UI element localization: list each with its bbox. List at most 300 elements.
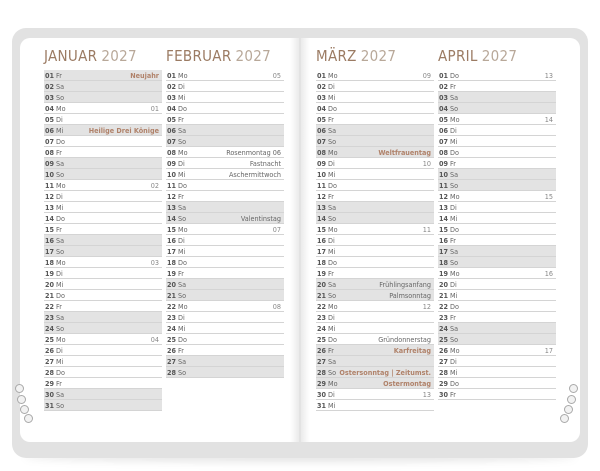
day-number: 31 xyxy=(45,401,54,410)
day-number: 25 xyxy=(317,335,326,344)
day-row[interactable] xyxy=(166,180,284,191)
day-row[interactable] xyxy=(316,213,434,224)
day-row[interactable] xyxy=(316,400,434,411)
ring-icon xyxy=(15,384,24,393)
day-number: 06 xyxy=(167,126,176,135)
day-number: 18 xyxy=(167,258,176,267)
day-row[interactable] xyxy=(166,103,284,114)
day-row[interactable] xyxy=(44,114,162,125)
day-number: 07 xyxy=(439,137,448,146)
day-row[interactable] xyxy=(438,257,556,268)
weekday-label: Sa xyxy=(450,247,459,256)
weekday-label: So xyxy=(56,247,65,256)
day-row[interactable] xyxy=(44,191,162,202)
day-number: 17 xyxy=(317,247,326,256)
day-number: 01 xyxy=(317,71,326,80)
day-number: 16 xyxy=(167,236,176,245)
day-number: 14 xyxy=(439,214,448,223)
day-row[interactable] xyxy=(316,136,434,147)
day-row[interactable] xyxy=(44,81,162,92)
day-row[interactable] xyxy=(438,92,556,103)
week-number: 13 xyxy=(422,390,431,399)
weekday-label: Mo xyxy=(178,302,188,311)
weekday-label: Mo xyxy=(56,181,66,190)
weekday-label: Mi xyxy=(328,93,336,102)
day-row[interactable] xyxy=(44,92,162,103)
holiday-label: Heilige Drei Könige xyxy=(88,126,159,135)
ring-icon xyxy=(569,384,578,393)
month-column-februar xyxy=(166,44,284,378)
day-row[interactable] xyxy=(44,257,162,268)
day-row[interactable] xyxy=(44,147,162,158)
page-gutter xyxy=(290,38,310,442)
weekday-label: Di xyxy=(178,82,185,91)
month-title xyxy=(438,44,556,68)
event-label: Aschermittwoch xyxy=(228,170,281,179)
day-row[interactable] xyxy=(44,125,162,136)
day-row[interactable] xyxy=(316,125,434,136)
day-row[interactable] xyxy=(438,136,556,147)
week-number: 14 xyxy=(544,115,553,124)
day-row[interactable] xyxy=(166,268,284,279)
weekday-label: Fr xyxy=(178,346,184,355)
weekday-label: Di xyxy=(450,357,457,366)
day-number: 14 xyxy=(317,214,326,223)
day-number: 20 xyxy=(317,280,326,289)
weekday-label: Sa xyxy=(178,357,187,366)
day-number: 08 xyxy=(45,148,54,157)
day-row[interactable] xyxy=(166,323,284,334)
weekday-label: So xyxy=(450,181,459,190)
day-row[interactable] xyxy=(44,367,162,378)
weekday-label: Do xyxy=(450,148,459,157)
day-row[interactable] xyxy=(316,202,434,213)
month-title xyxy=(166,44,284,68)
weekday-label: Do xyxy=(328,181,337,190)
day-row[interactable] xyxy=(316,334,434,345)
weekday-label: Do xyxy=(178,258,187,267)
month-year: 2027 xyxy=(235,47,272,65)
day-number: 13 xyxy=(439,203,448,212)
day-row[interactable] xyxy=(438,246,556,257)
day-number: 23 xyxy=(45,313,54,322)
day-row[interactable] xyxy=(438,125,556,136)
day-number: 19 xyxy=(317,269,326,278)
day-row[interactable] xyxy=(44,180,162,191)
ring-icon xyxy=(564,405,573,414)
day-number: 10 xyxy=(45,170,54,179)
weekday-label: Mi xyxy=(328,401,336,410)
day-row[interactable] xyxy=(44,246,162,257)
day-row[interactable] xyxy=(316,224,434,235)
day-number: 24 xyxy=(45,324,54,333)
day-row[interactable] xyxy=(166,169,284,180)
day-number: 04 xyxy=(45,104,54,113)
weekday-label: Fr xyxy=(328,115,334,124)
weekday-label: Fr xyxy=(56,71,62,80)
day-number: 10 xyxy=(167,170,176,179)
day-row[interactable] xyxy=(44,323,162,334)
week-number: 15 xyxy=(544,192,553,201)
day-row[interactable] xyxy=(44,213,162,224)
day-row[interactable] xyxy=(44,290,162,301)
weekday-label: Mo xyxy=(56,258,66,267)
day-row[interactable] xyxy=(438,356,556,367)
day-row[interactable] xyxy=(166,114,284,125)
day-row[interactable] xyxy=(44,389,162,400)
day-row[interactable] xyxy=(166,235,284,246)
day-row[interactable] xyxy=(166,92,284,103)
day-row[interactable] xyxy=(166,290,284,301)
day-row[interactable] xyxy=(316,180,434,191)
day-row[interactable] xyxy=(44,103,162,114)
day-row[interactable] xyxy=(316,268,434,279)
day-number: 14 xyxy=(167,214,176,223)
weekday-label: Do xyxy=(328,335,337,344)
weekday-label: Mi xyxy=(178,247,186,256)
weekday-label: Di xyxy=(450,126,457,135)
month-year: 2027 xyxy=(101,47,137,65)
day-row[interactable] xyxy=(44,334,162,345)
day-row[interactable] xyxy=(166,213,284,224)
week-number: 05 xyxy=(272,71,281,80)
day-row[interactable] xyxy=(438,301,556,312)
day-number: 24 xyxy=(317,324,326,333)
weekday-label: So xyxy=(178,291,187,300)
day-row[interactable] xyxy=(44,345,162,356)
day-row[interactable] xyxy=(316,301,434,312)
weekday-label: Mi xyxy=(178,170,186,179)
holiday-label: Karfreitag xyxy=(393,346,431,355)
weekday-label: Sa xyxy=(178,203,187,212)
weekday-label: Do xyxy=(56,214,65,223)
weekday-label: Mo xyxy=(178,71,188,80)
weekday-label: Di xyxy=(56,115,63,124)
day-row[interactable] xyxy=(44,224,162,235)
day-number: 19 xyxy=(439,269,448,278)
weekday-label: Mo xyxy=(450,115,460,124)
weekday-label: Di xyxy=(450,203,457,212)
weekday-label: Mi xyxy=(178,93,186,102)
week-number: 12 xyxy=(422,302,431,311)
weekday-label: So xyxy=(178,137,187,146)
day-row[interactable] xyxy=(44,268,162,279)
weekday-label: Fr xyxy=(328,269,334,278)
day-number: 26 xyxy=(439,346,448,355)
day-row[interactable] xyxy=(316,103,434,114)
weekday-label: Mi xyxy=(178,324,186,333)
day-number: 21 xyxy=(439,291,448,300)
day-row[interactable] xyxy=(166,147,284,158)
day-number: 01 xyxy=(167,71,176,80)
weekday-label: Mi xyxy=(56,203,64,212)
day-row[interactable] xyxy=(438,103,556,114)
day-row[interactable] xyxy=(166,246,284,257)
weekday-label: Di xyxy=(328,390,335,399)
month-name: JANUAR xyxy=(44,47,98,65)
day-number: 27 xyxy=(45,357,54,366)
day-number: 05 xyxy=(167,115,176,124)
day-number: 25 xyxy=(167,335,176,344)
day-row[interactable] xyxy=(316,70,434,81)
day-number: 15 xyxy=(167,225,176,234)
day-row[interactable] xyxy=(44,158,162,169)
day-number: 15 xyxy=(439,225,448,234)
weekday-label: Mi xyxy=(328,324,336,333)
day-row[interactable] xyxy=(316,389,434,400)
weekday-label: Fr xyxy=(56,379,62,388)
weekday-label: Do xyxy=(56,137,65,146)
weekday-label: So xyxy=(178,368,187,377)
day-row[interactable] xyxy=(438,70,556,81)
day-number: 31 xyxy=(317,401,326,410)
day-number: 05 xyxy=(439,115,448,124)
weekday-label: Fr xyxy=(450,159,456,168)
day-number: 08 xyxy=(167,148,176,157)
day-number: 27 xyxy=(439,357,448,366)
day-number: 10 xyxy=(317,170,326,179)
weekday-label: Mo xyxy=(450,346,460,355)
day-number: 16 xyxy=(45,236,54,245)
day-row[interactable] xyxy=(166,279,284,290)
weekday-label: Fr xyxy=(450,82,456,91)
day-row[interactable] xyxy=(44,202,162,213)
weekday-label: Fr xyxy=(450,390,456,399)
day-row[interactable] xyxy=(44,356,162,367)
weekday-label: Do xyxy=(450,225,459,234)
day-row[interactable] xyxy=(316,367,434,378)
weekday-label: Do xyxy=(328,104,337,113)
day-row[interactable] xyxy=(44,169,162,180)
day-number: 29 xyxy=(317,379,326,388)
week-number: 02 xyxy=(150,181,159,190)
day-number: 22 xyxy=(45,302,54,311)
day-number: 08 xyxy=(317,148,326,157)
day-number: 21 xyxy=(167,291,176,300)
weekday-label: Di xyxy=(178,236,185,245)
weekday-label: Mo xyxy=(328,225,338,234)
day-number: 21 xyxy=(317,291,326,300)
day-row[interactable] xyxy=(44,70,162,81)
weekday-label: Mi xyxy=(450,214,458,223)
day-row[interactable] xyxy=(438,268,556,279)
day-number: 27 xyxy=(167,357,176,366)
day-number: 03 xyxy=(317,93,326,102)
day-row[interactable] xyxy=(44,312,162,323)
day-row[interactable] xyxy=(166,301,284,312)
weekday-label: Sa xyxy=(178,280,187,289)
day-number: 04 xyxy=(167,104,176,113)
weekday-label: Fr xyxy=(178,192,184,201)
day-row[interactable] xyxy=(438,224,556,235)
day-row[interactable] xyxy=(316,235,434,246)
day-row[interactable] xyxy=(44,279,162,290)
day-row[interactable] xyxy=(438,158,556,169)
day-row[interactable] xyxy=(438,235,556,246)
day-row[interactable] xyxy=(316,279,434,290)
week-number: 16 xyxy=(544,269,553,278)
day-row[interactable] xyxy=(316,92,434,103)
day-number: 03 xyxy=(439,93,448,102)
weekday-label: Sa xyxy=(450,170,459,179)
weekday-label: Di xyxy=(328,159,335,168)
week-number: 03 xyxy=(150,258,159,267)
day-number: 02 xyxy=(317,82,326,91)
day-row[interactable] xyxy=(316,246,434,257)
day-row[interactable] xyxy=(438,389,556,400)
day-number: 04 xyxy=(317,104,326,113)
weekday-label: So xyxy=(56,93,65,102)
weekday-label: Mi xyxy=(56,126,64,135)
day-row[interactable] xyxy=(316,114,434,125)
day-row[interactable] xyxy=(316,356,434,367)
day-row[interactable] xyxy=(438,323,556,334)
day-number: 18 xyxy=(317,258,326,267)
day-row[interactable] xyxy=(316,191,434,202)
day-row[interactable] xyxy=(166,81,284,92)
day-number: 06 xyxy=(317,126,326,135)
day-list xyxy=(166,70,284,378)
day-row[interactable] xyxy=(438,114,556,125)
day-number: 09 xyxy=(317,159,326,168)
ring-icon xyxy=(20,405,29,414)
day-row[interactable] xyxy=(438,279,556,290)
day-row[interactable] xyxy=(438,147,556,158)
ring-icon xyxy=(567,395,576,404)
day-row[interactable] xyxy=(438,334,556,345)
day-row[interactable] xyxy=(316,147,434,158)
month-title xyxy=(316,44,434,68)
day-row[interactable] xyxy=(438,191,556,202)
day-number: 26 xyxy=(167,346,176,355)
day-row[interactable] xyxy=(316,323,434,334)
day-list xyxy=(438,70,556,400)
day-row[interactable] xyxy=(44,400,162,411)
event-label: Frühlingsanfang xyxy=(379,280,431,289)
weekday-label: So xyxy=(56,170,65,179)
day-row[interactable] xyxy=(44,378,162,389)
day-number: 18 xyxy=(45,258,54,267)
day-row[interactable] xyxy=(316,81,434,92)
weekday-label: Sa xyxy=(56,390,65,399)
weekday-label: So xyxy=(450,104,459,113)
day-row[interactable] xyxy=(166,345,284,356)
day-number: 28 xyxy=(317,368,326,377)
day-row[interactable] xyxy=(166,257,284,268)
day-number: 13 xyxy=(317,203,326,212)
day-row[interactable] xyxy=(166,70,284,81)
weekday-label: Mo xyxy=(328,71,338,80)
month-column-januar xyxy=(44,44,162,411)
event-label: Palmsonntag xyxy=(389,291,431,300)
event-label: Rosenmontag 06 xyxy=(226,148,281,157)
weekday-label: Mo xyxy=(328,379,338,388)
weekday-label: Mi xyxy=(56,280,64,289)
day-row[interactable] xyxy=(438,169,556,180)
day-number: 25 xyxy=(439,335,448,344)
weekday-label: So xyxy=(178,214,187,223)
day-row[interactable] xyxy=(166,312,284,323)
event-label: Fastnacht xyxy=(249,159,281,168)
day-row[interactable] xyxy=(166,224,284,235)
weekday-label: Di xyxy=(178,313,185,322)
day-number: 07 xyxy=(167,137,176,146)
weekday-label: Di xyxy=(56,269,63,278)
day-row[interactable] xyxy=(166,136,284,147)
day-row[interactable] xyxy=(438,378,556,389)
day-row[interactable] xyxy=(166,158,284,169)
weekday-label: So xyxy=(450,335,459,344)
day-row[interactable] xyxy=(316,378,434,389)
weekday-label: Mo xyxy=(178,148,188,157)
weekday-label: Sa xyxy=(328,280,337,289)
day-number: 30 xyxy=(439,390,448,399)
day-number: 05 xyxy=(45,115,54,124)
day-row[interactable] xyxy=(438,213,556,224)
weekday-label: Mi xyxy=(450,137,458,146)
day-row[interactable] xyxy=(438,367,556,378)
day-number: 22 xyxy=(317,302,326,311)
day-number: 18 xyxy=(439,258,448,267)
month-name: FEBRUAR xyxy=(166,47,232,65)
weekday-label: Sa xyxy=(328,203,337,212)
day-row[interactable] xyxy=(438,202,556,213)
weekday-label: So xyxy=(450,258,459,267)
weekday-label: Do xyxy=(56,291,65,300)
day-row[interactable] xyxy=(166,202,284,213)
day-number: 10 xyxy=(439,170,448,179)
day-row[interactable] xyxy=(44,136,162,147)
weekday-label: Mi xyxy=(328,247,336,256)
day-number: 28 xyxy=(439,368,448,377)
day-row[interactable] xyxy=(316,312,434,323)
weekday-label: Di xyxy=(178,159,185,168)
weekday-label: So xyxy=(56,401,65,410)
day-row[interactable] xyxy=(438,180,556,191)
day-number: 19 xyxy=(167,269,176,278)
weekday-label: Mo xyxy=(450,192,460,201)
day-row[interactable] xyxy=(316,290,434,301)
weekday-label: So xyxy=(56,324,65,333)
day-number: 26 xyxy=(317,346,326,355)
day-row[interactable] xyxy=(44,301,162,312)
weekday-label: Fr xyxy=(56,302,62,311)
day-row[interactable] xyxy=(438,290,556,301)
day-row[interactable] xyxy=(44,235,162,246)
weekday-label: Di xyxy=(328,313,335,322)
day-row[interactable] xyxy=(316,345,434,356)
day-row[interactable] xyxy=(166,367,284,378)
weekday-label: Mi xyxy=(56,357,64,366)
day-row[interactable] xyxy=(166,191,284,202)
day-row[interactable] xyxy=(316,169,434,180)
day-row[interactable] xyxy=(438,81,556,92)
day-row[interactable] xyxy=(166,125,284,136)
day-row[interactable] xyxy=(166,334,284,345)
month-name: APRIL xyxy=(438,47,478,65)
day-row[interactable] xyxy=(316,257,434,268)
day-number: 03 xyxy=(45,93,54,102)
day-row[interactable] xyxy=(438,312,556,323)
weekday-label: Do xyxy=(178,335,187,344)
weekday-label: Sa xyxy=(56,82,65,91)
weekday-label: So xyxy=(328,137,337,146)
day-number: 28 xyxy=(167,368,176,377)
weekday-label: Do xyxy=(178,181,187,190)
day-row[interactable] xyxy=(166,356,284,367)
day-row[interactable] xyxy=(316,158,434,169)
day-row[interactable] xyxy=(438,345,556,356)
